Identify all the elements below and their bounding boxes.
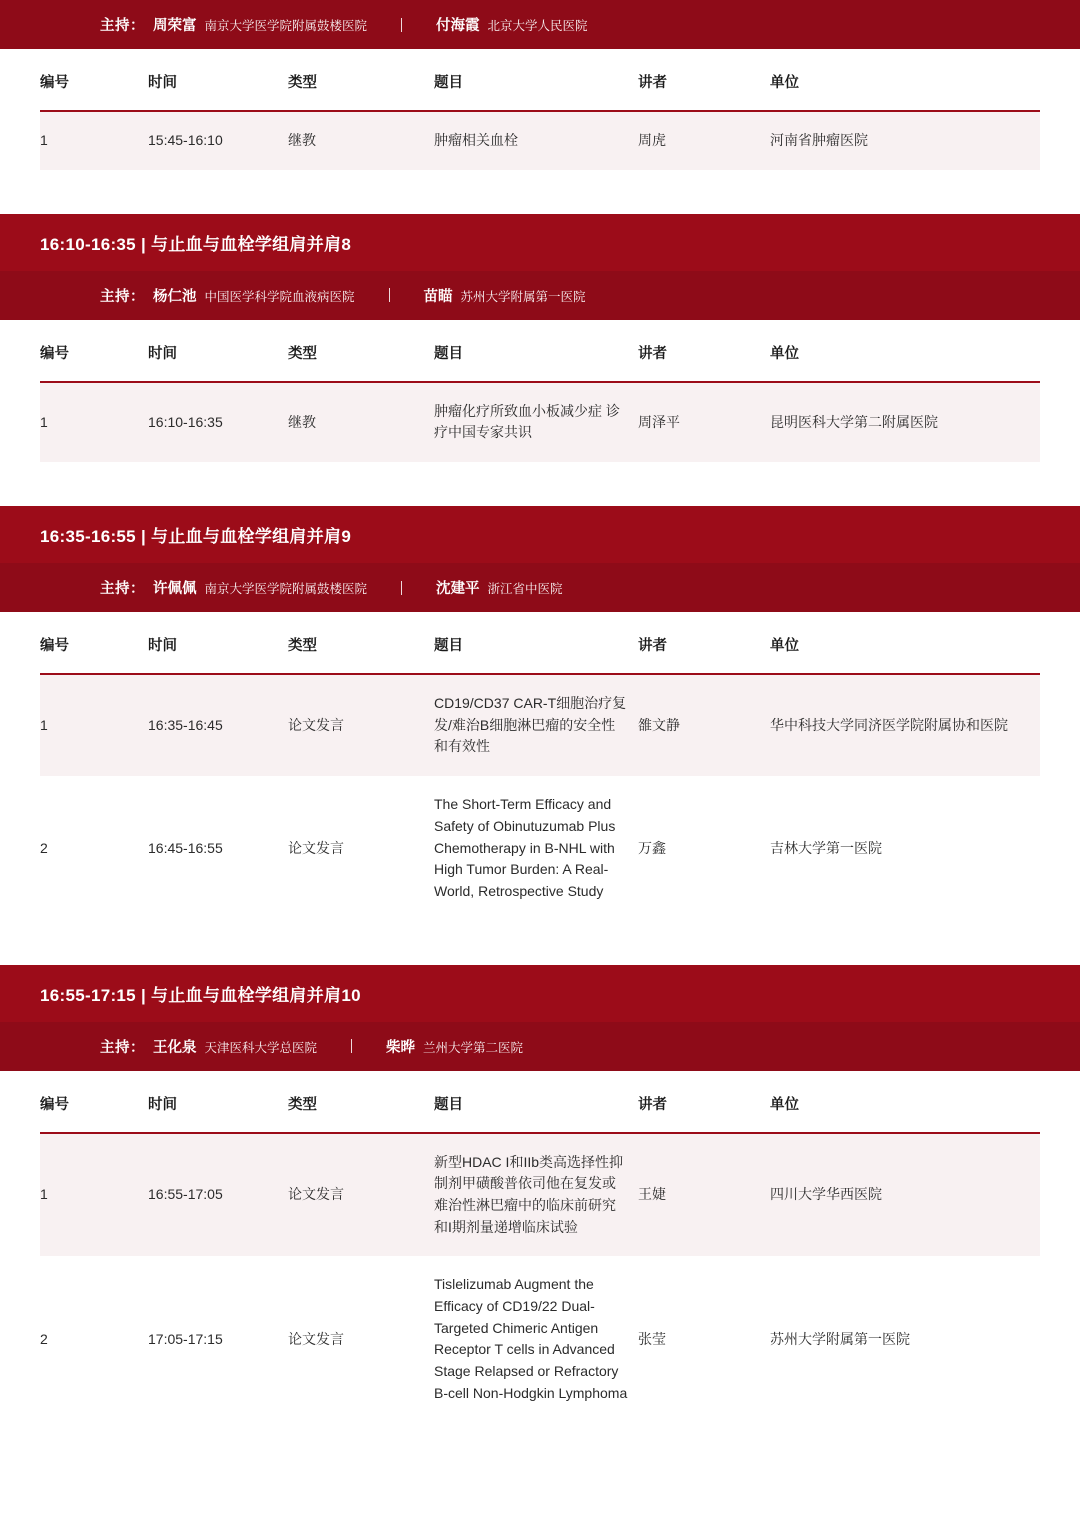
chair-label: 主持：	[100, 1039, 145, 1056]
chair-person	[153, 1036, 317, 1057]
chair-name: 周荣富	[153, 18, 197, 34]
chair-org: 苏州大学附属第一医院	[460, 289, 586, 304]
session-spacer	[0, 170, 1080, 214]
table-row	[40, 776, 1040, 920]
cell-number: 1	[40, 716, 48, 733]
cell-number: 1	[40, 1186, 48, 1203]
column-header-1: 时间	[148, 320, 288, 382]
column-header-3: 题目	[434, 1071, 638, 1133]
cell-type: 论文发言	[288, 839, 344, 856]
table-row	[40, 1256, 1040, 1422]
chair-org: 北京大学人民医院	[487, 19, 588, 33]
column-header-2: 类型	[288, 320, 434, 382]
column-header-2: 类型	[288, 1071, 434, 1133]
cell-time: 16:10-16:35	[148, 413, 223, 430]
chair-org: 浙江省中医院	[487, 582, 563, 597]
cell-speaker: 张莹	[638, 1330, 666, 1347]
cell-number: 1	[40, 132, 48, 148]
table-row	[40, 382, 1040, 462]
column-header-0: 编号	[40, 1071, 148, 1133]
cell-time: 16:35-16:45	[148, 716, 223, 733]
cell-organization: 四川大学华西医院	[770, 1186, 882, 1203]
column-header-5: 单位	[770, 49, 1040, 111]
chair-name: 付海霞	[436, 18, 480, 34]
chair-name: 许佩佩	[153, 581, 197, 598]
table-row	[40, 1133, 1040, 1257]
schedule-table	[40, 612, 1040, 921]
table-header-row	[40, 1071, 1040, 1133]
column-header-3: 题目	[434, 320, 638, 382]
chair-name: 杨仁池	[153, 288, 197, 305]
chair-person	[153, 577, 367, 598]
column-header-1: 时间	[148, 49, 288, 111]
chair-bar	[0, 271, 1080, 320]
session-title: 16:55-17:15 | 与止血与血栓学组肩并肩10	[0, 965, 1080, 1022]
column-header-2: 类型	[288, 612, 434, 674]
cell-time: 16:45-16:55	[148, 839, 223, 856]
column-header-4: 讲者	[638, 612, 770, 674]
chair-person	[424, 285, 586, 306]
chair-org: 天津医科大学总医院	[204, 1040, 318, 1055]
cell-organization: 吉林大学第一医院	[770, 839, 882, 856]
column-header-4: 讲者	[638, 1071, 770, 1133]
cell-speaker: 王婕	[638, 1186, 666, 1203]
chair-person	[436, 577, 563, 598]
column-header-4: 讲者	[638, 320, 770, 382]
cell-speaker: 万鑫	[638, 839, 666, 856]
chair-org: 兰州大学第二医院	[423, 1040, 524, 1055]
column-header-5: 单位	[770, 320, 1040, 382]
table-header-row	[40, 612, 1040, 674]
session-spacer	[0, 462, 1080, 506]
column-header-5: 单位	[770, 1071, 1040, 1133]
cell-title: Tislelizumab Augment the Efficacy of CD19/22 Dual-Targeted Chimeric Antigen Receptor T cells in Advanced Stage Relapsed or Refractory B-cell Non-Hodgkin Lymphoma	[434, 1276, 628, 1401]
column-header-0: 编号	[40, 320, 148, 382]
chair-bar	[0, 0, 1080, 49]
table-header-row	[40, 49, 1040, 111]
cell-title: 肿瘤化疗所致血小板减少症 诊疗中国专家共识	[434, 402, 620, 441]
chair-separator	[401, 18, 402, 32]
column-header-1: 时间	[148, 612, 288, 674]
cell-number: 2	[40, 839, 48, 856]
chair-org: 南京大学医学院附属鼓楼医院	[204, 19, 368, 33]
cell-organization: 苏州大学附属第一医院	[770, 1330, 910, 1347]
cell-organization: 华中科技大学同济医学院附属协和医院	[770, 716, 1008, 733]
schedule-table	[40, 320, 1040, 462]
chair-label: 主持：	[100, 18, 145, 34]
cell-type: 继教	[288, 132, 316, 148]
column-header-4: 讲者	[638, 49, 770, 111]
cell-speaker: 周虎	[638, 132, 666, 148]
cell-title: 新型HDAC I和IIb类高选择性抑制剂甲磺酸普依司他在复发或难治性淋巴瘤中的临床前研究和I期剂量递增临床试验	[434, 1153, 624, 1235]
cell-title: 肿瘤相关血栓	[434, 132, 518, 148]
column-header-5: 单位	[770, 612, 1040, 674]
session-block-3	[0, 965, 1080, 1423]
cell-type: 继教	[288, 413, 316, 430]
cell-type: 论文发言	[288, 1330, 344, 1347]
chair-separator	[401, 581, 402, 595]
column-header-1: 时间	[148, 1071, 288, 1133]
session-block-2	[0, 506, 1080, 921]
column-header-0: 编号	[40, 612, 148, 674]
chair-name: 苗瞄	[423, 288, 453, 305]
chair-person	[436, 14, 588, 35]
chair-bar	[0, 563, 1080, 612]
cell-number: 1	[40, 413, 48, 430]
column-header-3: 题目	[434, 612, 638, 674]
schedule-table	[40, 49, 1040, 170]
chair-name: 王化泉	[153, 1039, 197, 1056]
chair-name: 沈建平	[436, 581, 480, 598]
session-title: 16:10-16:35 | 与止血与血栓学组肩并肩8	[0, 214, 1080, 271]
cell-time: 17:05-17:15	[148, 1330, 223, 1347]
chair-separator	[351, 1039, 352, 1053]
column-header-2: 类型	[288, 49, 434, 111]
chair-org: 南京大学医学院附属鼓楼医院	[204, 582, 368, 597]
chair-bar	[0, 1022, 1080, 1071]
chair-org: 中国医学科学院血液病医院	[204, 289, 355, 304]
cell-title: The Short-Term Efficacy and Safety of Obinutuzumab Plus Chemotherapy in B-NHL with High Tumor Burden: A Real-World, Retrospective Study	[434, 796, 616, 899]
cell-number: 2	[40, 1330, 48, 1347]
cell-speaker: 雒文静	[638, 716, 680, 733]
chair-separator	[389, 288, 390, 302]
schedule-table	[40, 1071, 1040, 1423]
chair-person	[386, 1036, 523, 1057]
session-block-0	[0, 0, 1080, 170]
cell-time: 16:55-17:05	[148, 1186, 223, 1203]
chair-label: 主持：	[100, 288, 145, 305]
cell-organization: 昆明医科大学第二附属医院	[770, 413, 938, 430]
session-block-1	[0, 214, 1080, 462]
cell-type: 论文发言	[288, 716, 344, 733]
table-header-row	[40, 320, 1040, 382]
chair-name: 柴晔	[386, 1039, 416, 1056]
cell-title: CD19/CD37 CAR-T细胞治疗复发/难治B细胞淋巴瘤的安全性和有效性	[434, 695, 627, 755]
session-title: 16:35-16:55 | 与止血与血栓学组肩并肩9	[0, 506, 1080, 563]
table-row	[40, 674, 1040, 776]
chair-person	[153, 14, 367, 35]
cell-speaker: 周泽平	[638, 413, 680, 430]
cell-time: 15:45-16:10	[148, 132, 223, 148]
column-header-0: 编号	[40, 49, 148, 111]
chair-label: 主持：	[100, 581, 145, 598]
cell-type: 论文发言	[288, 1186, 344, 1203]
session-spacer	[0, 921, 1080, 965]
chair-person	[153, 285, 355, 306]
cell-organization: 河南省肿瘤医院	[770, 132, 868, 148]
column-header-3: 题目	[434, 49, 638, 111]
table-row	[40, 111, 1040, 170]
